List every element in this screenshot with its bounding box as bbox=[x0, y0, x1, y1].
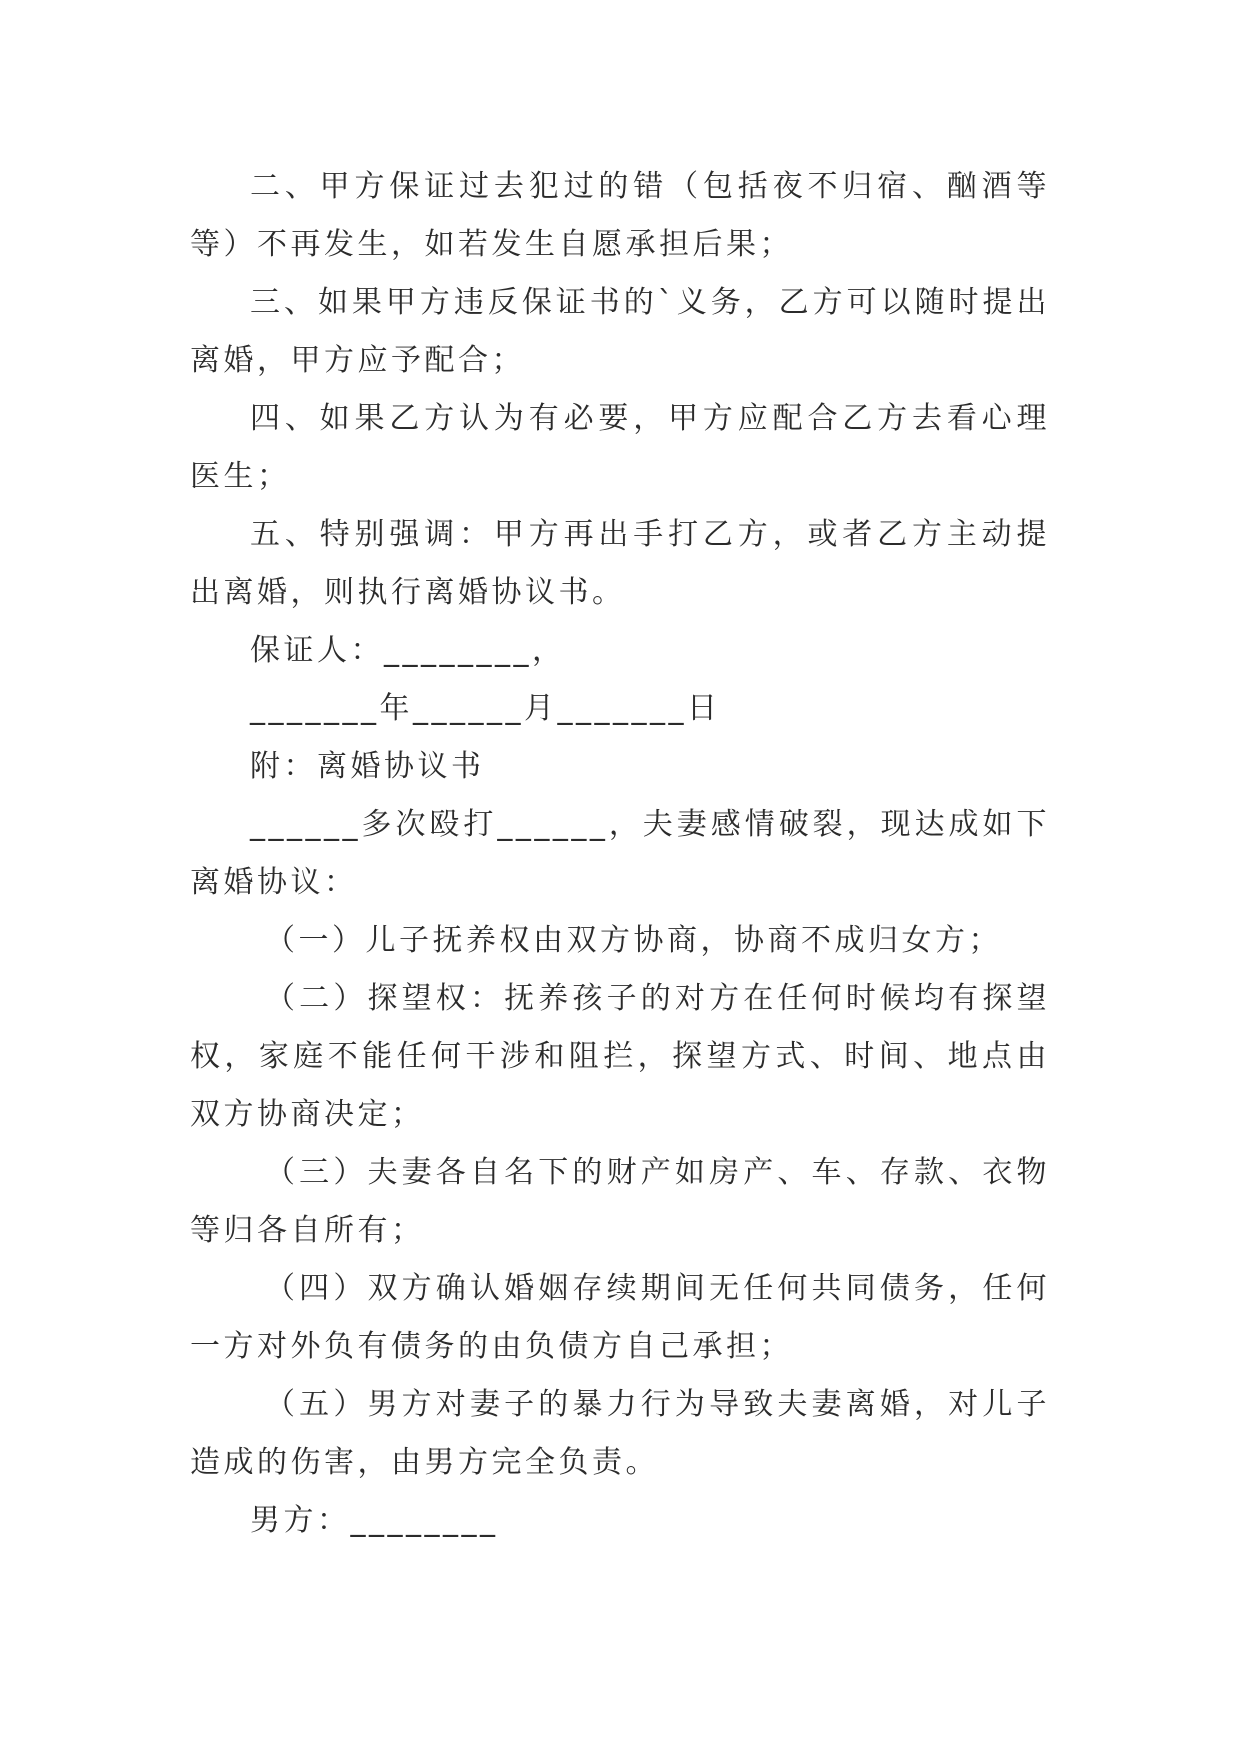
date-line: _______年______月_______日 bbox=[250, 691, 721, 726]
husband-signature-line: 男方：________ bbox=[250, 1503, 499, 1538]
clause-five: 五、特别强调：甲方再出手打乙方，或者乙方主动提出离婚，则执行离婚协议书。 bbox=[190, 517, 1050, 610]
document-body bbox=[190, 158, 1050, 1550]
clause-three: 三、如果甲方违反保证书的`义务，乙方可以随时提出离婚，甲方应予配合； bbox=[190, 285, 1050, 378]
clause-two: 二、甲方保证过去犯过的错（包括夜不归宿、酗酒等等）不再发生，如若发生自愿承担后果； bbox=[190, 169, 1050, 262]
appendix-title: 附：离婚协议书 bbox=[250, 749, 485, 784]
agreement-intro: ______多次殴打______，夫妻感情破裂，现达成如下离婚协议： bbox=[190, 807, 1050, 900]
agreement-item-1: （一）儿子抚养权由双方协商，协商不成归女方； bbox=[265, 923, 1002, 958]
agreement-item-3: （三）夫妻各自名下的财产如房产、车、存款、衣物等归各自所有； bbox=[190, 1155, 1050, 1248]
guarantor-line: 保证人：________， bbox=[250, 633, 566, 668]
clause-four: 四、如果乙方认为有必要，甲方应配合乙方去看心理医生； bbox=[190, 401, 1050, 494]
agreement-item-4: （四）双方确认婚姻存续期间无任何共同债务，任何一方对外负有债务的由负债方自己承担； bbox=[190, 1271, 1050, 1364]
agreement-item-5: （五）男方对妻子的暴力行为导致夫妻离婚，对儿子造成的伤害，由男方完全负责。 bbox=[190, 1387, 1050, 1480]
agreement-item-2: （二）探望权：抚养孩子的对方在任何时候均有探望权，家庭不能任何干涉和阻拦，探望方式、时间、地点由双方协商决定； bbox=[190, 981, 1050, 1132]
